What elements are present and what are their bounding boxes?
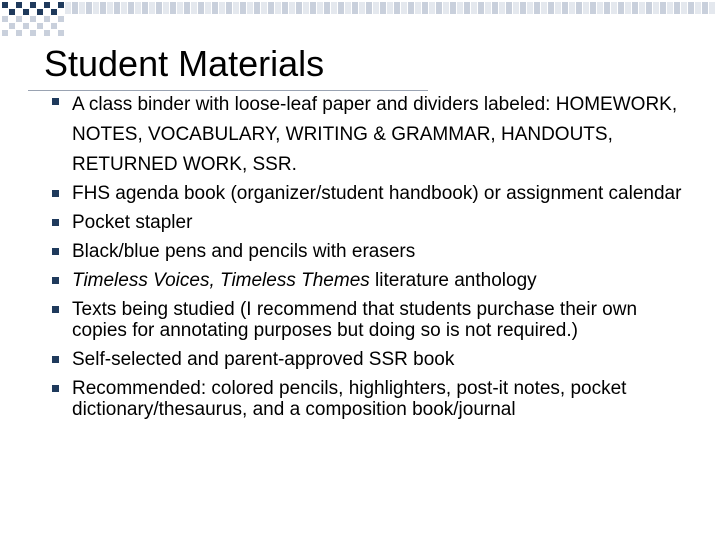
- band-square: [2, 16, 8, 22]
- band-square: [128, 2, 134, 14]
- band-square: [114, 2, 120, 14]
- band-square: [520, 2, 526, 14]
- band-square: [548, 2, 554, 14]
- band-square: [373, 2, 379, 14]
- band-square: [58, 30, 64, 36]
- band-square: [464, 2, 470, 14]
- list-item: [52, 212, 692, 233]
- band-square: [16, 2, 22, 8]
- band-square: [303, 2, 309, 14]
- band-square: [44, 2, 50, 8]
- band-square: [597, 2, 603, 14]
- band-square: [275, 2, 281, 14]
- band-square: [674, 2, 680, 14]
- band-square: [688, 2, 694, 14]
- band-square: [345, 2, 351, 14]
- band-square: [359, 2, 365, 14]
- book-title: Timeless Voices, Timeless Themes: [72, 270, 370, 291]
- band-square: [93, 2, 99, 14]
- band-square: [527, 2, 533, 14]
- band-square: [632, 2, 638, 14]
- band-square: [667, 2, 673, 14]
- band-square: [394, 2, 400, 14]
- band-square: [212, 2, 218, 14]
- band-square: [450, 2, 456, 14]
- band-square: [380, 2, 386, 14]
- band-square: [681, 2, 687, 14]
- band-square: [366, 2, 372, 14]
- band-square: [44, 30, 50, 36]
- band-square: [415, 2, 421, 14]
- band-square: [653, 2, 659, 14]
- band-square: [310, 2, 316, 14]
- band-square: [436, 2, 442, 14]
- decorative-checkered-band: [0, 0, 720, 40]
- band-square: [387, 2, 393, 14]
- band-square: [23, 9, 29, 15]
- band-square: [198, 2, 204, 14]
- band-square: [149, 2, 155, 14]
- bullet-text: Recommended: colored pencils, highlighters, post-it notes, pocket dictionary/thesaurus, and a composition book/journal: [72, 378, 627, 420]
- square-bullet-icon: [52, 306, 59, 313]
- band-square: [555, 2, 561, 14]
- band-square: [695, 2, 701, 14]
- band-square: [51, 23, 57, 29]
- square-bullet-icon: [52, 98, 59, 105]
- band-square: [107, 2, 113, 14]
- list-item: [52, 349, 692, 370]
- square-bullet-icon: [52, 385, 59, 392]
- list-item: [52, 183, 692, 204]
- band-square: [492, 2, 498, 14]
- band-square: [30, 30, 36, 36]
- band-square: [205, 2, 211, 14]
- band-square: [156, 2, 162, 14]
- band-square: [499, 2, 505, 14]
- band-square: [163, 2, 169, 14]
- bullet-text: [72, 270, 692, 291]
- band-square: [2, 30, 8, 36]
- band-square: [590, 2, 596, 14]
- band-square: [478, 2, 484, 14]
- band-square: [79, 2, 85, 14]
- band-square: [317, 2, 323, 14]
- band-square: [541, 2, 547, 14]
- band-square: [30, 16, 36, 22]
- bullet-text: Texts being studied (I recommend that students purchase their own copies for annotating purposes but doing so is not required.): [72, 299, 638, 341]
- band-square: [16, 30, 22, 36]
- band-square: [51, 9, 57, 15]
- band-square: [660, 2, 666, 14]
- band-square: [58, 16, 64, 22]
- band-square: [562, 2, 568, 14]
- bullet-text: Self-selected and parent-approved SSR book: [72, 349, 455, 370]
- band-square: [611, 2, 617, 14]
- list-item: [52, 90, 692, 180]
- list-item: [52, 241, 692, 262]
- band-square: [618, 2, 624, 14]
- band-square: [331, 2, 337, 14]
- band-square: [513, 2, 519, 14]
- band-square: [471, 2, 477, 14]
- square-bullet-icon: [52, 277, 59, 284]
- band-square: [37, 23, 43, 29]
- band-square: [639, 2, 645, 14]
- square-bullet-icon: [52, 248, 59, 255]
- band-square: [37, 9, 43, 15]
- band-square: [240, 2, 246, 14]
- band-square: [247, 2, 253, 14]
- band-square: [625, 2, 631, 14]
- band-square: [254, 2, 260, 14]
- band-square: [177, 2, 183, 14]
- band-square: [261, 2, 267, 14]
- band-square: [100, 2, 106, 14]
- band-square: [233, 2, 239, 14]
- band-square: [408, 2, 414, 14]
- square-bullet-icon: [52, 219, 59, 226]
- band-square: [324, 2, 330, 14]
- band-square: [646, 2, 652, 14]
- band-square: [443, 2, 449, 14]
- band-square: [702, 2, 708, 14]
- band-square: [121, 2, 127, 14]
- bullet-list: [52, 93, 692, 428]
- list-item: [52, 378, 692, 420]
- band-square: [352, 2, 358, 14]
- band-square: [268, 2, 274, 14]
- list-item: [52, 299, 692, 341]
- band-square: [9, 9, 15, 15]
- band-square: [709, 2, 715, 14]
- band-square: [583, 2, 589, 14]
- slide-title: Student Materials: [44, 43, 325, 84]
- bullet-text: Pocket stapler: [72, 212, 193, 233]
- square-bullet-icon: [52, 190, 59, 197]
- band-square: [534, 2, 540, 14]
- square-bullet-icon: [52, 356, 59, 363]
- band-square: [604, 2, 610, 14]
- band-square: [429, 2, 435, 14]
- band-square: [44, 16, 50, 22]
- bullet-text: Black/blue pens and pencils with erasers: [72, 241, 416, 262]
- band-square: [338, 2, 344, 14]
- band-square: [2, 2, 8, 8]
- band-square: [576, 2, 582, 14]
- band-square: [289, 2, 295, 14]
- band-square: [226, 2, 232, 14]
- band-square: [58, 2, 64, 8]
- band-square: [457, 2, 463, 14]
- band-square: [86, 2, 92, 14]
- bullet-text: FHS agenda book (organizer/student handbook) or assignment calendar: [72, 183, 682, 204]
- band-square: [142, 2, 148, 14]
- band-square: [401, 2, 407, 14]
- band-square: [72, 2, 78, 14]
- band-square: [30, 2, 36, 8]
- bullet-text: A class binder with loose-leaf paper and dividers labeled: HOMEWORK, NOTES, VOCABULARY, WRITING & GRAMMAR, HANDOUTS, RETURNED WORK, SSR.: [72, 94, 678, 175]
- band-square: [191, 2, 197, 14]
- bullet-text-rest: literature anthology: [369, 270, 537, 291]
- band-square: [135, 2, 141, 14]
- band-square: [296, 2, 302, 14]
- band-square: [23, 23, 29, 29]
- band-square: [485, 2, 491, 14]
- list-item: [52, 270, 692, 291]
- band-square: [170, 2, 176, 14]
- band-square: [506, 2, 512, 14]
- band-square: [184, 2, 190, 14]
- band-square: [219, 2, 225, 14]
- band-square: [422, 2, 428, 14]
- band-square: [282, 2, 288, 14]
- band-square: [16, 16, 22, 22]
- band-square: [65, 2, 71, 14]
- band-square: [569, 2, 575, 14]
- band-square: [9, 23, 15, 29]
